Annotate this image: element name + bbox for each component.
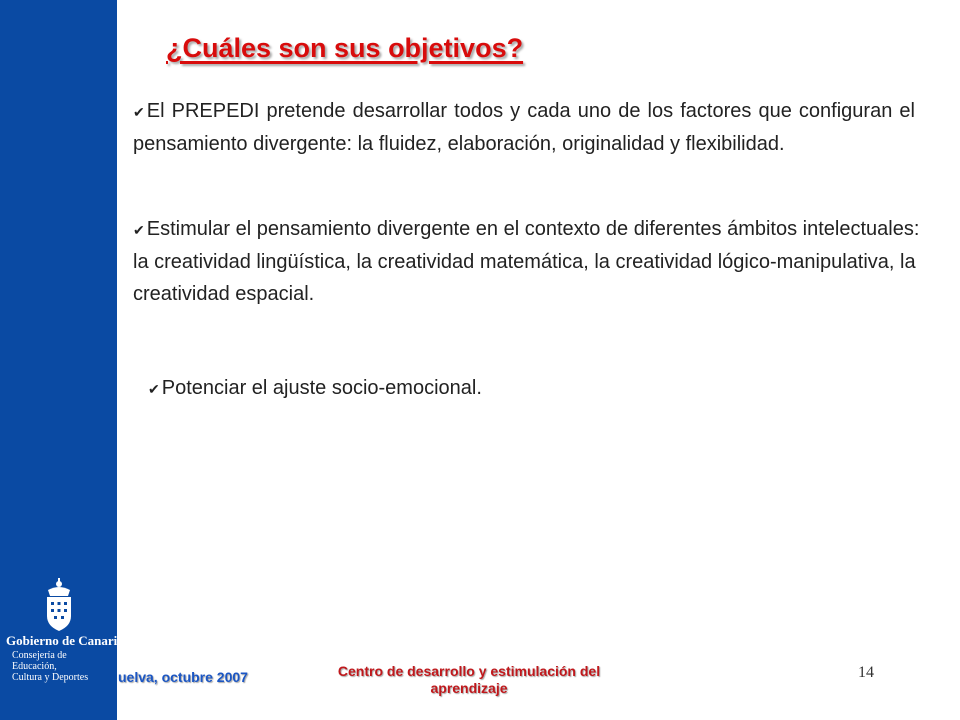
check-icon: ✔ <box>133 222 145 238</box>
bullet-item <box>133 95 915 160</box>
slide-title: ¿Cuáles son sus objetivos? <box>166 33 524 63</box>
logo-department <box>12 650 112 683</box>
coat-of-arms-icon <box>42 578 76 632</box>
check-icon: ✔ <box>133 104 145 120</box>
logo-department-line2: Cultura y Deportes <box>12 672 89 683</box>
bullet-item <box>133 213 923 310</box>
bullet-item <box>148 372 848 405</box>
gobierno-canarias-logo <box>6 578 129 683</box>
logo-department-line1: Consejería de Educación, <box>12 650 67 672</box>
bullet-text: El PREPEDI pretende desarrollar todos y cada uno de los factores que configuran el pensamiento divergente: la fluidez, elaboración, originalidad y flexibilidad. <box>133 100 915 155</box>
sidebar <box>0 0 129 720</box>
logo-organization: Gobierno de Canarias <box>6 633 129 648</box>
footer-center-text: Centro de desarrollo y estimulación del aprendizaje <box>337 663 601 696</box>
bullet-text: Potenciar el ajuste socio-emocional. <box>161 377 482 399</box>
page-number: 14 <box>858 664 874 681</box>
bullet-text: Estimular el pensamiento divergente en el contexto de diferentes ámbitos intelectuales: la creatividad lingüística, la creatividad matemática, la creatividad lógico-manipulativa, la creatividad espacial. <box>133 218 920 305</box>
check-icon: ✔ <box>148 381 160 397</box>
footer-location-date: uelva, octubre 2007 <box>118 669 248 685</box>
